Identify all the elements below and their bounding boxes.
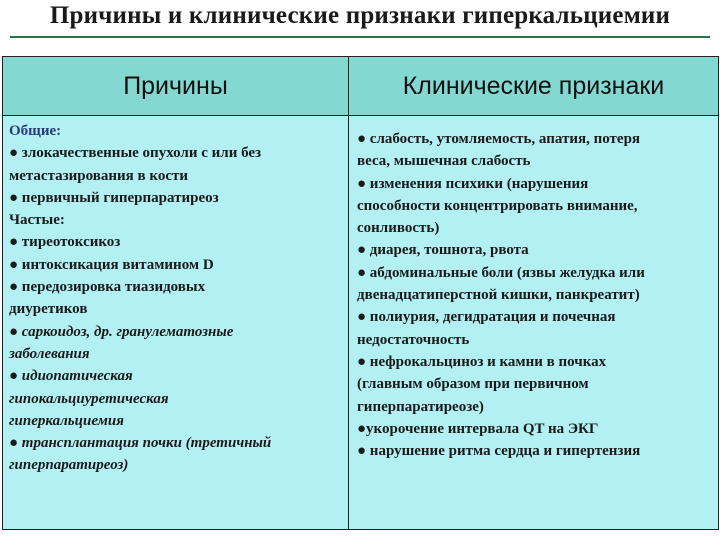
sign-line: ● абдоминальные боли (язвы желудка или: [357, 264, 645, 281]
cause-line: диуретиков: [9, 301, 88, 318]
title-divider: [10, 36, 710, 38]
cause-line: Частые:: [9, 212, 65, 229]
cause-line: ● злокачественные опухоли с или без: [9, 145, 262, 162]
header-signs: Клинические признаки: [349, 57, 719, 116]
signs-cell: [349, 116, 719, 530]
header-causes: Причины: [3, 57, 349, 116]
cause-line: ● тиреотоксикоз: [9, 234, 121, 251]
cause-line: ● трансплантация почки (третичный: [9, 435, 272, 452]
cause-line: заболевания: [9, 345, 90, 362]
cause-line: метастазирования в кости: [9, 167, 188, 184]
table-body-row: [3, 116, 719, 530]
sign-line: ● изменения психики (нарушения: [357, 175, 589, 192]
cause-line: гиперпаратиреоз): [9, 457, 129, 474]
sign-line: недостаточность: [357, 331, 470, 348]
sign-line: ● диарея, тошнота, рвота: [357, 242, 529, 259]
causes-signs-table: [2, 56, 719, 530]
signs-list: [349, 116, 718, 466]
sign-line: сонливость): [357, 220, 440, 237]
cause-line: ● передозировка тиазидовых: [9, 279, 206, 296]
sign-line: ● нарушение ритма сердца и гипертензия: [357, 443, 641, 460]
cause-line: гиперкальциемия: [9, 412, 124, 429]
cause-line: ● саркоидоз, др. гранулематозные: [9, 323, 234, 340]
cause-line: гипокальциуретическая: [9, 390, 169, 407]
sign-line: способности концентрировать внимание,: [357, 197, 638, 214]
sign-line: веса, мышечная слабость: [357, 153, 531, 170]
sign-line: гиперпаратиреозе): [357, 398, 484, 415]
sign-line: ●укорочение интервала QT на ЭКГ: [357, 420, 599, 437]
sign-line: двенадцатиперстной кишки, панкреатит): [357, 287, 640, 304]
sign-line: (главным образом при первичном: [357, 376, 589, 393]
cause-line: Общие:: [9, 123, 62, 139]
causes-list: [3, 116, 348, 481]
causes-cell: [3, 116, 349, 530]
sign-line: ● нефрокальциноз и камни в почках: [357, 353, 607, 370]
cause-line: ● первичный гиперпаратиреоз: [9, 189, 219, 206]
page-title: Причины и клинические признаки гиперкальциемии: [49, 2, 671, 29]
cause-line: ● идиопатическая: [9, 368, 133, 385]
table-header-row: [3, 57, 719, 116]
sign-line: ● слабость, утомляемость, апатия, потеря: [357, 131, 641, 147]
cause-line: ● интоксикация витамином D: [9, 256, 214, 273]
sign-line: ● полиурия, дегидратация и почечная: [357, 309, 616, 326]
